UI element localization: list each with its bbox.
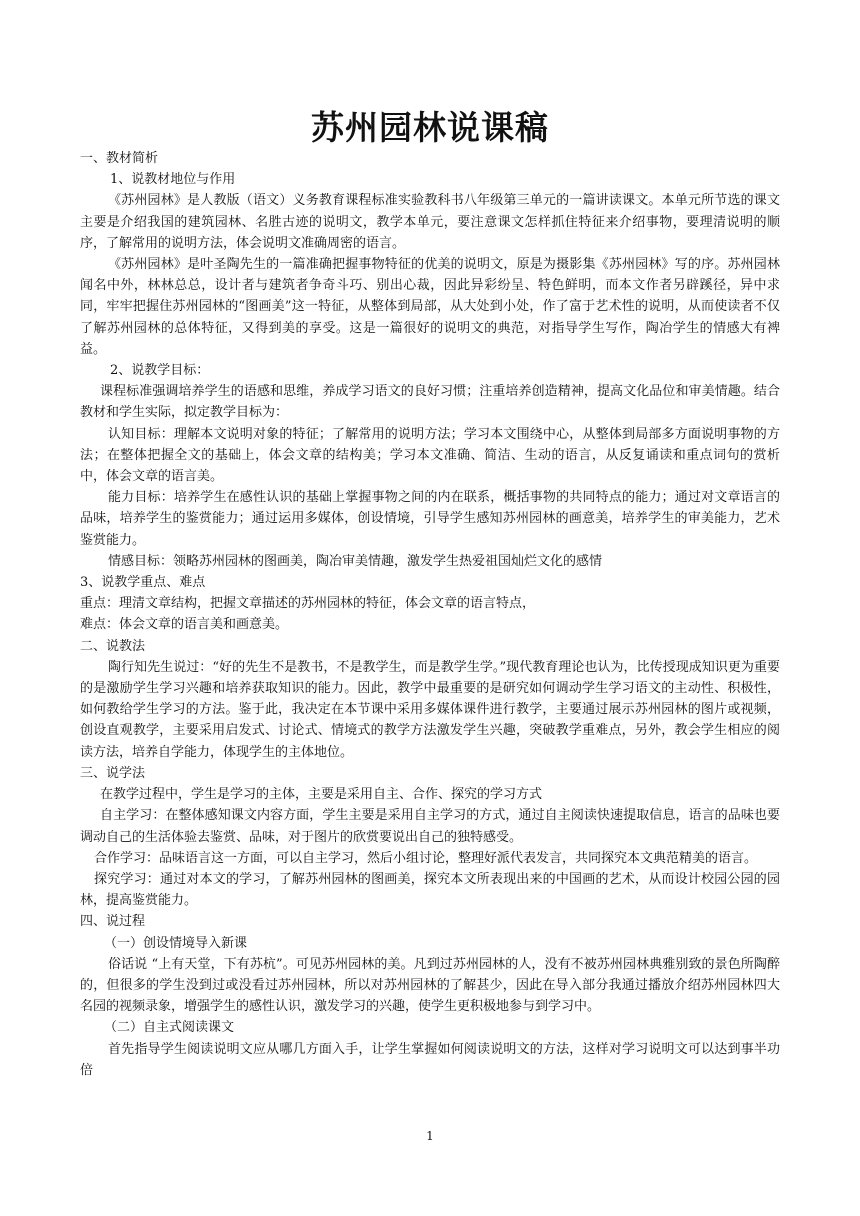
paragraph: 合作学习：品味语言这一方面，可以自主学习，然后小组讨论，整理好派代表发言，共同探究本文典范精美的语言。 (94, 850, 758, 866)
subsection-heading: 2、说教学目标： (110, 363, 210, 379)
section-heading: 二、说教法 (80, 638, 146, 654)
subsection-heading: （二）自主式阅读课文 (104, 1020, 235, 1036)
paragraph: 重点：理清文章结构，把握文章描述的苏州园林的特征，体会文章的语言特点， (80, 596, 536, 612)
subsection-heading: 1、说教材地位与作用 (110, 172, 236, 188)
document-body (80, 148, 780, 1081)
paragraph: 课程标准强调培养学生的语感和思维，养成学习语文的良好习惯；注重培养创造精神，提高文化品位和审美情趣。结合教材和学生实际，拟定教学目标为： (80, 384, 780, 421)
paragraph: 在教学过程中，学生是学习的主体，主要是采用自主、合作、探究的学习方式 (100, 787, 543, 803)
section-heading: 四、说过程 (80, 914, 146, 930)
paragraph: 情感目标：领略苏州园林的图画美，陶冶审美情趣，激发学生热爱祖国灿烂文化的感情 (108, 553, 603, 569)
paragraph: 首先指导学生阅读说明文应从哪几方面入手，让学生掌握如何阅读说明文的方法，这样对学习说明文可以达到事半功倍 (80, 1041, 780, 1078)
subsection-heading: （一）创设情境导入新课 (104, 935, 248, 951)
paragraph: 陶行知先生说过：“好的先生不是教书，不是教学生，而是教学生学。”现代教育理论也认为，比传授现成知识更为重要的是激励学生学习兴趣和培养获取知识的能力。因此，教学中最重要的是研究如何调动学生学习语文的主动性、积极性，如何教给学生学习的方法。鉴于此，我决定在本节课中采用多媒体课件进行教学，主要通过展示苏州园林的图片或视频，创设直观教学，主要采用启发式、讨论式、情境式的教学方法激发学生兴趣，突破教学重难点，另外，教会学生相应的阅读方法，培养自学能力，体现学生的主体地位。 (80, 659, 780, 760)
paragraph: 自主学习：在整体感知课文内容方面，学生主要是采用自主学习的方式，通过自主阅读快速提取信息，语言的品味也要调动自己的生活体验去鉴赏、品味，对于图片的欣赏要说出自己的独特感受。 (80, 808, 780, 845)
paragraph: 认知目标：理解本文说明对象的特征；了解常用的说明方法；学习本文围绕中心，从整体到局部多方面说明事物的方法；在整体把握全文的基础上，体会文章的结构美；学习本文准确、简洁、生动的语言，从反复诵读和重点词句的赏析中，体会文章的语言美。 (80, 426, 780, 485)
paragraph: 《苏州园林》是叶圣陶先生的一篇准确把握事物特征的优美的说明文，原是为摄影集《苏州园林》写的序。苏州园林闻名中外，林林总总，设计者与建筑者争奇斗巧、别出心裁，因此异彩纷呈、特色鲜明，而本文作者另辟蹊径，异中求同，牢牢把握住苏州园林的“图画美”这一特征，从整体到局部，从大处到小处，作了富于艺术性的说明，从而使读者不仅了解苏州园林的总体特征，又得到美的享受。这是一篇很好的说明文的典范，对指导学生写作，陶冶学生的情感大有裨益。 (80, 257, 780, 357)
page-number: 1 (426, 1129, 434, 1143)
paragraph: 难点：体会文章的语言美和画意美。 (80, 617, 289, 633)
subsection-heading: 3、说教学重点、难点 (80, 575, 206, 591)
paragraph: 俗话说 “上有天堂，下有苏杭”。可见苏州园林的美。凡到过苏州园林的人，没有不被苏州园林典雅别致的景色所陶醉的，但很多的学生没到过或没看过苏州园林，所以对苏州园林的了解甚少，因此在导入部分我通过播放介绍苏州园林四大名园的视频录象，增强学生的感性认识，激发学习的兴趣，使学生更积极地参与到学习中。 (80, 956, 780, 1015)
document-title: 苏州园林说课稿 (311, 108, 549, 147)
section-heading: 一、教材简析 (80, 151, 159, 166)
section-heading: 三、说学法 (80, 765, 146, 781)
paragraph: 《苏州园林》是人教版（语文）义务教育课程标准实验教科书八年级第三单元的一篇讲读课文。本单元所节选的课文主要是介绍我国的建筑园林、名胜古迹的说明文，教学本单元，要注意课文怎样抓住特征来介绍事物，要理清说明的顺序，了解常用的说明方法，体会说明文准确周密的语言。 (80, 193, 780, 251)
paragraph: 能力目标：培养学生在感性认识的基础上掌握事物之间的内在联系，概括事物的共同特点的能力；通过对文章语言的品味，培养学生的鉴赏能力；通过运用多媒体，创设情境，引导学生感知苏州园林的画意美，培养学生的审美能力，艺术鉴赏能力。 (80, 490, 780, 548)
paragraph: 探究学习：通过对本文的学习，了解苏州园林的图画美，探究本文所表现出来的中国画的艺术，从而设计校园公园的园林，提高鉴赏能力。 (80, 871, 780, 909)
